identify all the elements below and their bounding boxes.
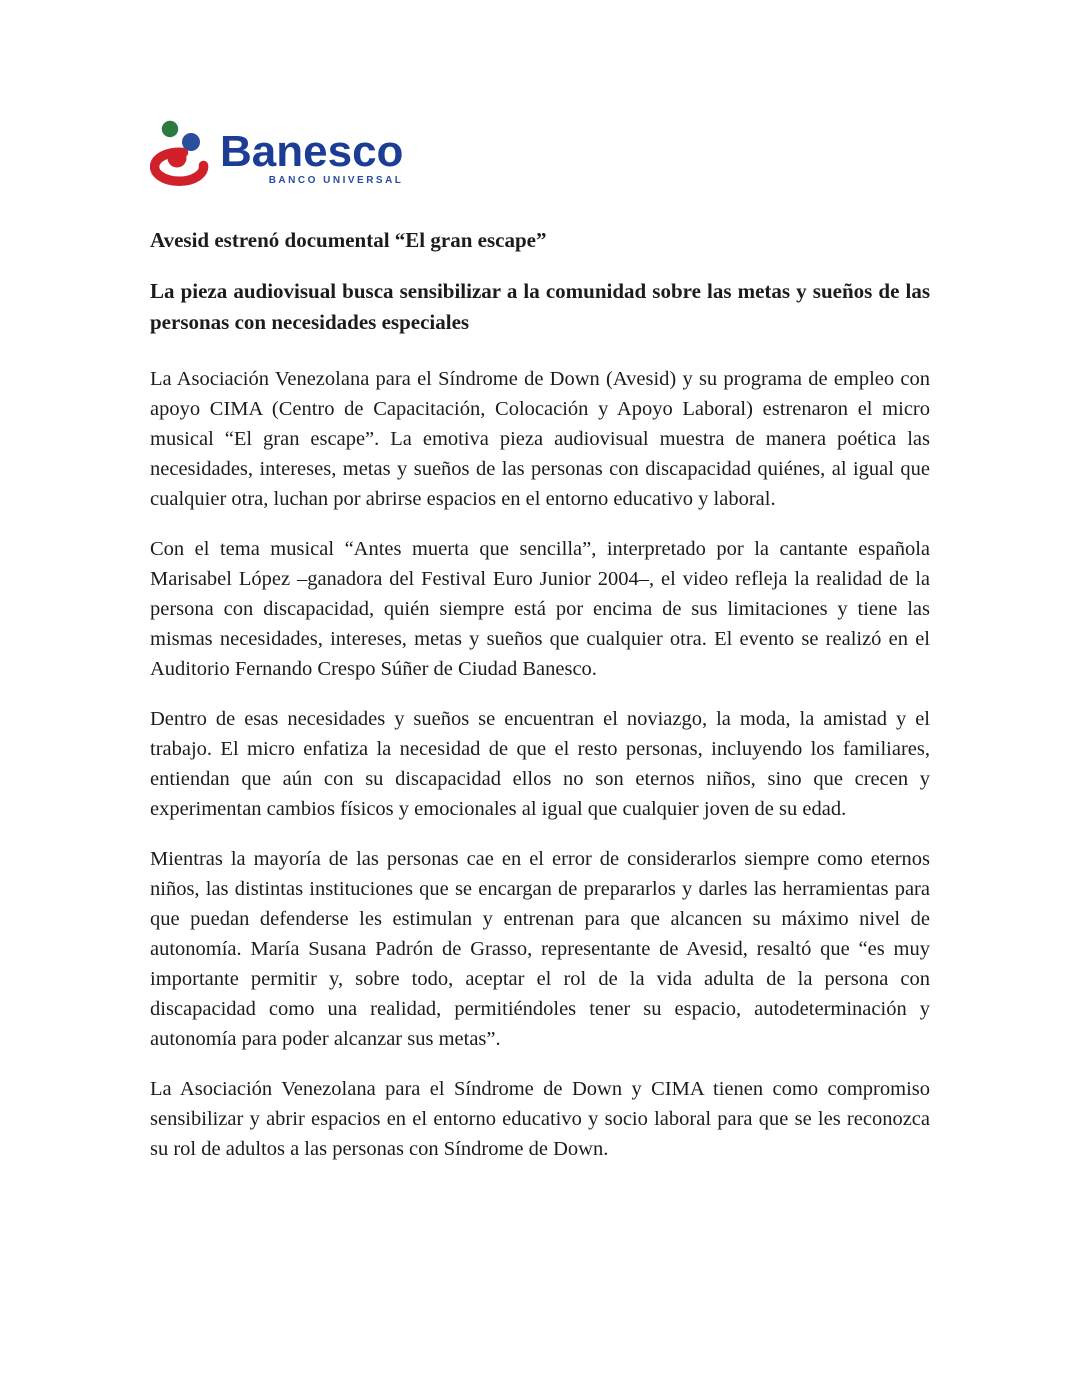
paragraph-5: La Asociación Venezolana para el Síndrome de Down y CIMA tienen como compromiso sensibilizar y abrir espacios en el entorno educativo y socio laboral para que se les reconozca su rol de adultos a las personas con Síndrome de Down. [150, 1078, 930, 1160]
logo-dot-green [162, 121, 178, 137]
logo-dot-blue [182, 133, 200, 151]
document-subtitle: La pieza audiovisual busca sensibilizar a la comunidad sobre las metas y sueños de las personas con necesidades especiales [150, 279, 930, 334]
paragraph-4: Mientras la mayoría de las personas cae en el error de considerarlos siempre como eternos niños, las distintas instituciones que se encargan de prepararlos y darles las herramientas para que puedan defenderse les estimulan y entrenan para que alcancen su máximo nivel de autonomía. María Susana Padrón de Grasso, representante de Avesid, resaltó que “es muy importante permitir y, sobre todo, aceptar el rol de la vida adulta de la persona con discapacidad como una realidad, permitiéndoles tener su espacio, autodeterminación y autonomía para poder alcanzar sus metas”. [150, 848, 930, 1050]
paragraph-1: La Asociación Venezolana para el Síndrome de Down (Avesid) y su programa de empleo con apoyo CIMA (Centro de Capacitación, Colocación y Apoyo Laboral) estrenaron el micro musical “El gran escape”. La emotiva pieza audiovisual muestra de manera poética las necesidades, intereses, metas y sueños de las personas con discapacidad quiénes, al igual que cualquier otra, luchan por abrirse espacios en el entorno educativo y laboral. [150, 368, 930, 510]
paragraph-3: Dentro de esas necesidades y sueños se encuentran el noviazgo, la moda, la amistad y el trabajo. El micro enfatiza la necesidad de que el resto personas, incluyendo los familiares, entiendan que aún con su discapacidad ellos no son eternos niños, sino que crecen y experimentan cambios físicos y emocionales al igual que cualquier joven de su edad. [150, 708, 930, 820]
banesco-wordmark-group [220, 116, 403, 186]
banesco-logo-icon [150, 116, 212, 188]
paragraph-2: Con el tema musical “Antes muerta que sencilla”, interpretado por la cantante española Marisabel López –ganadora del Festival Euro Junior 2004–, el video refleja la realidad de la persona con discapacidad, quién siempre está por encima de sus limitaciones y tiene las mismas necesidades, intereses, metas y sueños que cualquier otra. El evento se realizó en el Auditorio Fernando Crespo Súñer de Ciudad Banesco. [150, 538, 930, 680]
banesco-tagline: BANCO UNIVERSAL [268, 175, 404, 186]
document-title: Avesid estrenó documental “El gran escape” [150, 228, 547, 252]
banesco-logo [150, 116, 930, 188]
banesco-wordmark: Banesco [220, 127, 404, 176]
logo-dot-red [168, 149, 187, 168]
